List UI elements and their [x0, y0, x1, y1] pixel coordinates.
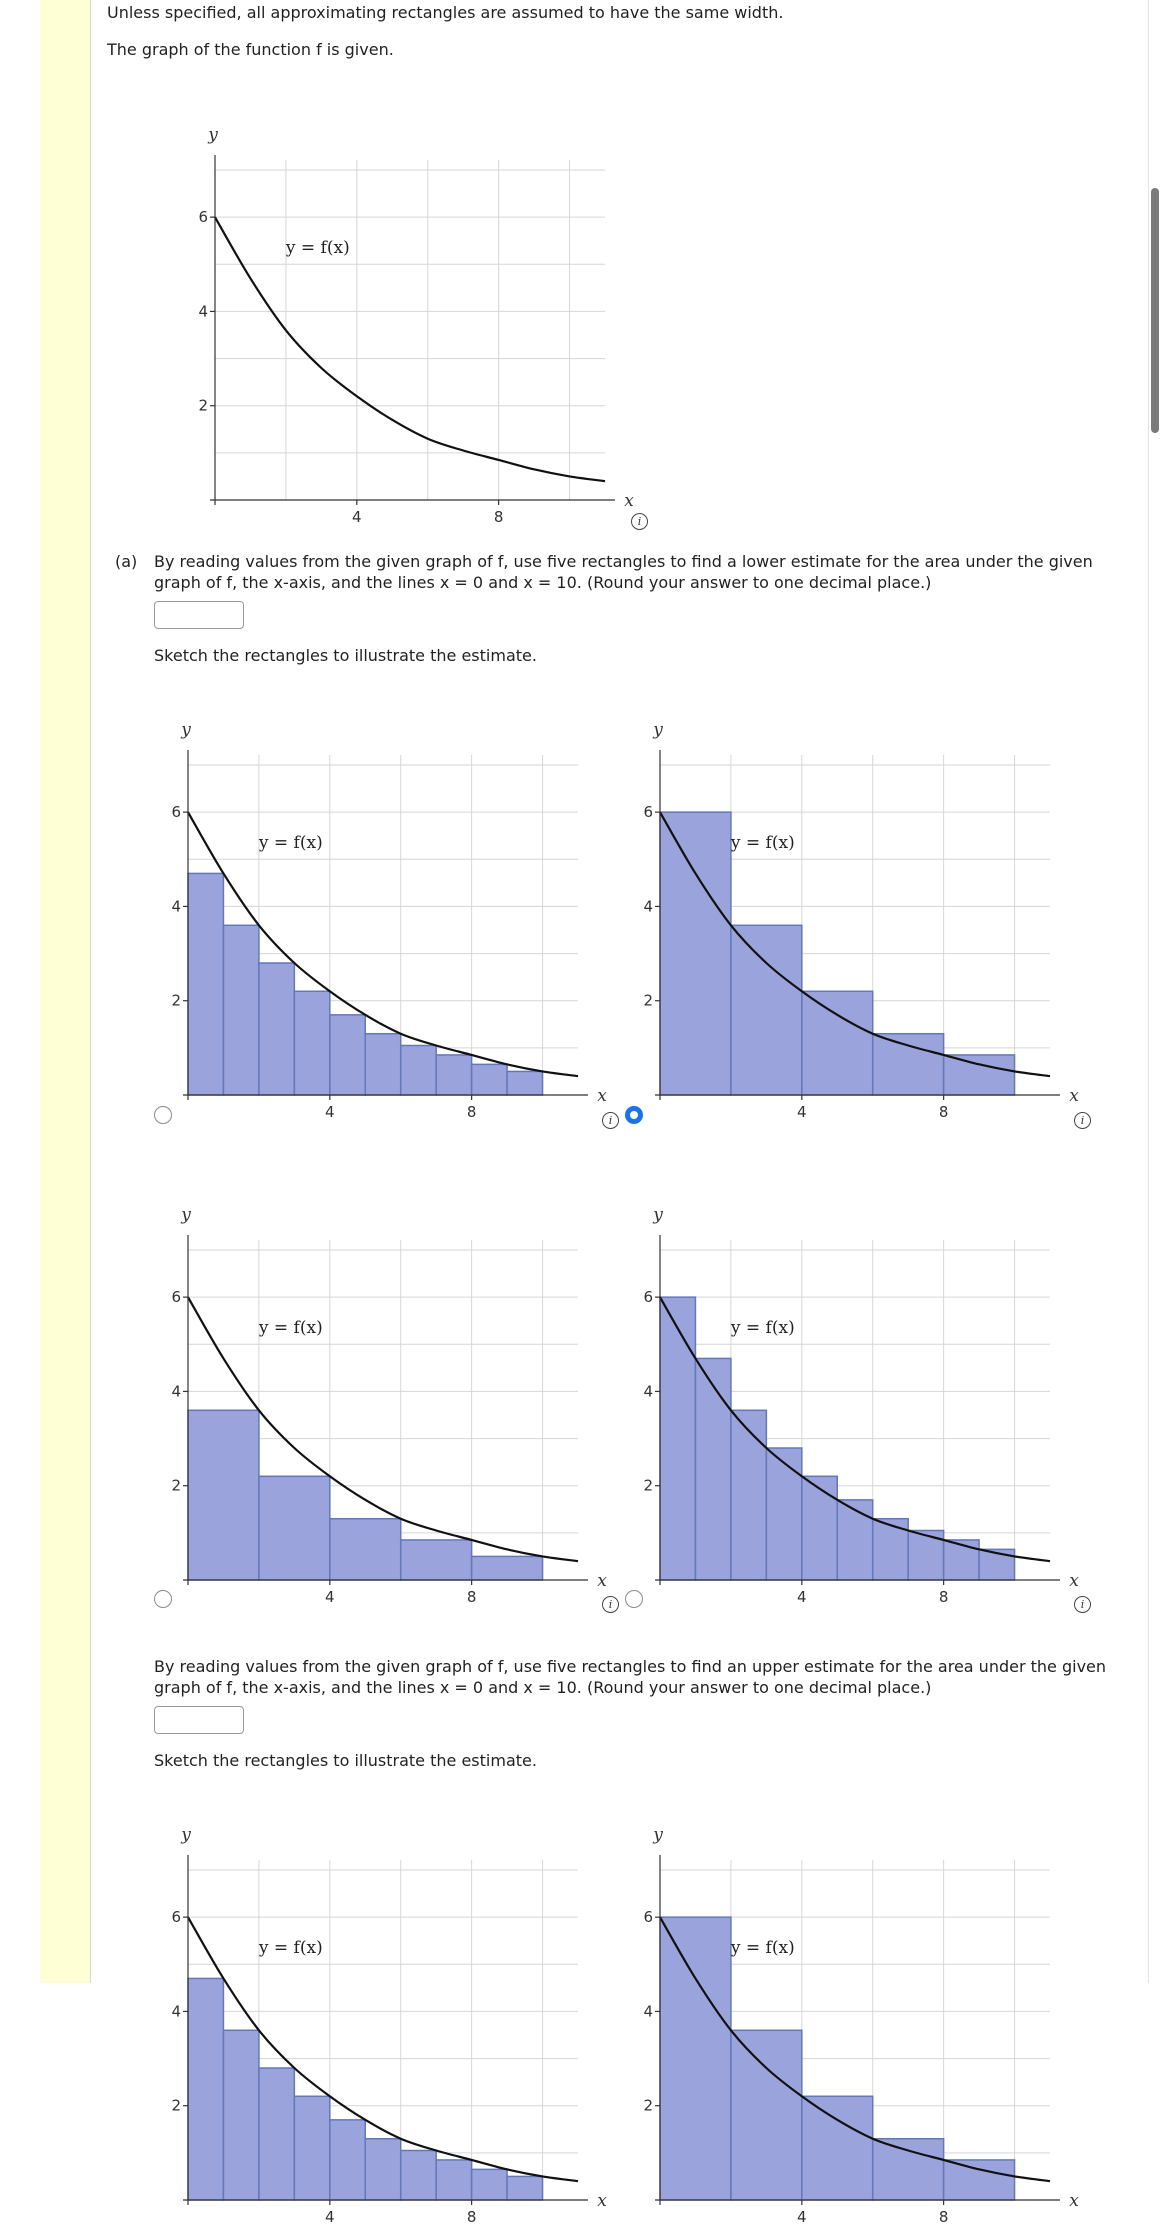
x-axis-label: x	[1069, 1571, 1079, 1591]
intro-line-1: Unless specified, all approximating rectangles are assumed to have the same width.	[107, 3, 784, 22]
x-tick-label: 8	[493, 508, 504, 526]
curve-label: y = f(x)	[258, 1318, 323, 1339]
y-axis-label: y	[653, 1205, 663, 1225]
content-border-left	[90, 0, 91, 1983]
bar	[401, 2151, 436, 2201]
y-tick-label: 2	[198, 396, 208, 415]
x-axis-label: x	[597, 1571, 607, 1591]
bar	[436, 1055, 471, 1095]
y-tick-label: 4	[171, 2002, 181, 2021]
bar	[472, 2169, 507, 2200]
bar	[330, 1519, 401, 1580]
bar	[365, 1034, 400, 1095]
function-curve	[215, 217, 605, 481]
upper-estimate-prompt: By reading values from the given graph of f, use five rectangles to find an upper estimate for the area under the given graph of f, the x-axis, and the lines x = 0 and x = 10. (Round your answer to one decimal place.)	[154, 1657, 1107, 1697]
bar	[507, 2176, 542, 2200]
info-icon[interactable]: i	[631, 513, 648, 530]
function-graph	[180, 80, 640, 526]
bar	[660, 1297, 695, 1580]
bar	[188, 1978, 223, 2200]
bar	[294, 991, 329, 1095]
bar	[944, 1540, 979, 1580]
y-axis-label: y	[208, 125, 218, 145]
y-tick-label: 4	[171, 897, 181, 916]
bar	[188, 873, 223, 1095]
curve-label: y = f(x)	[258, 1938, 323, 1959]
bar	[731, 2030, 802, 2200]
bar	[188, 1410, 259, 1580]
bar	[837, 1500, 872, 1580]
option-3-graph	[150, 1155, 620, 1605]
curve-label: y = f(x)	[258, 833, 323, 854]
y-tick-label: 6	[643, 1908, 653, 1927]
x-axis-label: x	[597, 1086, 607, 1106]
bar	[802, 991, 873, 1095]
bar	[802, 1476, 837, 1580]
x-tick-label: 8	[466, 1103, 477, 1121]
bar	[472, 1556, 543, 1580]
bar	[223, 2030, 258, 2200]
highlight-band	[40, 0, 90, 1983]
curve-label: y = f(x)	[730, 1938, 795, 1959]
bar	[330, 1015, 365, 1095]
curve-label: y = f(x)	[730, 833, 795, 854]
option-2-info-icon[interactable]: i	[1074, 1112, 1091, 1129]
y-axis-label: y	[653, 720, 663, 740]
option-1-graph	[150, 670, 620, 1120]
bar	[259, 1476, 330, 1580]
sketch-prompt-2: Sketch the rectangles to illustrate the estimate.	[154, 1751, 537, 1770]
y-tick-label: 2	[643, 1476, 653, 1495]
y-tick-label: 2	[171, 1476, 181, 1495]
option-1-radio[interactable]	[154, 1106, 172, 1124]
y-tick-label: 2	[171, 991, 181, 1010]
lower-estimate-input[interactable]	[154, 601, 244, 629]
option-3-info-icon[interactable]: i	[602, 1596, 619, 1613]
bar	[731, 1410, 766, 1580]
bar	[766, 1448, 801, 1580]
curve-label: y = f(x)	[730, 1318, 795, 1339]
x-tick-label: 8	[938, 2208, 949, 2225]
y-tick-label: 2	[171, 2096, 181, 2115]
y-tick-label: 6	[171, 803, 181, 822]
y-tick-label: 2	[643, 2096, 653, 2115]
upper-estimate-input[interactable]	[154, 1706, 244, 1734]
y-tick-label: 6	[198, 208, 208, 227]
x-tick-label: 4	[325, 1588, 335, 1606]
y-tick-label: 4	[171, 1382, 181, 1401]
y-tick-label: 4	[643, 897, 653, 916]
x-tick-label: 4	[797, 2208, 807, 2225]
bar	[802, 2096, 873, 2200]
y-axis-label: y	[181, 720, 191, 740]
bar	[472, 1064, 507, 1095]
bar	[507, 1071, 542, 1095]
option-2-radio[interactable]	[625, 1106, 643, 1124]
option-1-info-icon[interactable]: i	[602, 1112, 619, 1129]
x-axis-label: x	[597, 2191, 607, 2211]
bar	[436, 2160, 471, 2200]
bar	[731, 925, 802, 1095]
y-axis-label: y	[181, 1205, 191, 1225]
option-4-info-icon[interactable]: i	[1074, 1596, 1091, 1613]
x-tick-label: 4	[352, 508, 362, 526]
scrollbar-thumb[interactable]	[1151, 188, 1159, 433]
x-tick-label: 4	[797, 1103, 807, 1121]
bar	[223, 925, 258, 1095]
y-axis-label: y	[653, 1825, 663, 1845]
bar	[944, 1055, 1015, 1095]
x-tick-label: 8	[938, 1103, 949, 1121]
bar	[660, 1917, 731, 2200]
x-tick-label: 4	[325, 1103, 335, 1121]
option-2-graph	[622, 670, 1092, 1120]
x-tick-label: 8	[938, 1588, 949, 1606]
part-a-label: (a)	[115, 552, 138, 571]
content-border-right	[1148, 0, 1149, 1983]
x-axis-label: x	[1069, 2191, 1079, 2211]
bar	[365, 2139, 400, 2200]
bar	[330, 2120, 365, 2200]
upper-option-1-graph	[150, 1775, 620, 2225]
option-4-radio[interactable]	[625, 1590, 643, 1608]
option-4-graph	[622, 1155, 1092, 1605]
x-axis-label: x	[624, 491, 634, 511]
x-tick-label: 8	[466, 2208, 477, 2225]
upper-option-2-graph	[622, 1775, 1092, 2225]
y-tick-label: 4	[198, 302, 208, 321]
x-tick-label: 4	[325, 2208, 335, 2225]
y-tick-label: 6	[643, 1288, 653, 1307]
bar	[873, 1034, 944, 1095]
y-tick-label: 6	[171, 1908, 181, 1927]
y-tick-label: 4	[643, 1382, 653, 1401]
y-tick-label: 6	[643, 803, 653, 822]
bar	[401, 1046, 436, 1096]
bar	[660, 812, 731, 1095]
curve-label: y = f(x)	[285, 238, 350, 259]
lower-estimate-prompt: By reading values from the given graph of f, use five rectangles to find a lower estimate for the area under the given graph of f, the x-axis, and the lines x = 0 and x = 10. (Round your answer to one decimal place.)	[154, 552, 1093, 592]
sketch-prompt: Sketch the rectangles to illustrate the estimate.	[154, 646, 537, 665]
y-axis-label: y	[181, 1825, 191, 1845]
bar	[294, 2096, 329, 2200]
grid	[215, 160, 605, 500]
option-3-radio[interactable]	[154, 1590, 172, 1608]
x-tick-label: 8	[466, 1588, 477, 1606]
intro-line-2: The graph of the function f is given.	[107, 40, 394, 59]
y-tick-label: 6	[171, 1288, 181, 1307]
bar	[944, 2160, 1015, 2200]
bar	[259, 2068, 294, 2200]
bar	[695, 1358, 730, 1580]
x-tick-label: 4	[797, 1588, 807, 1606]
bar	[873, 2139, 944, 2200]
y-tick-label: 4	[643, 2002, 653, 2021]
x-axis-label: x	[1069, 1086, 1079, 1106]
y-tick-label: 2	[643, 991, 653, 1010]
bar	[401, 1540, 472, 1580]
bar	[259, 963, 294, 1095]
